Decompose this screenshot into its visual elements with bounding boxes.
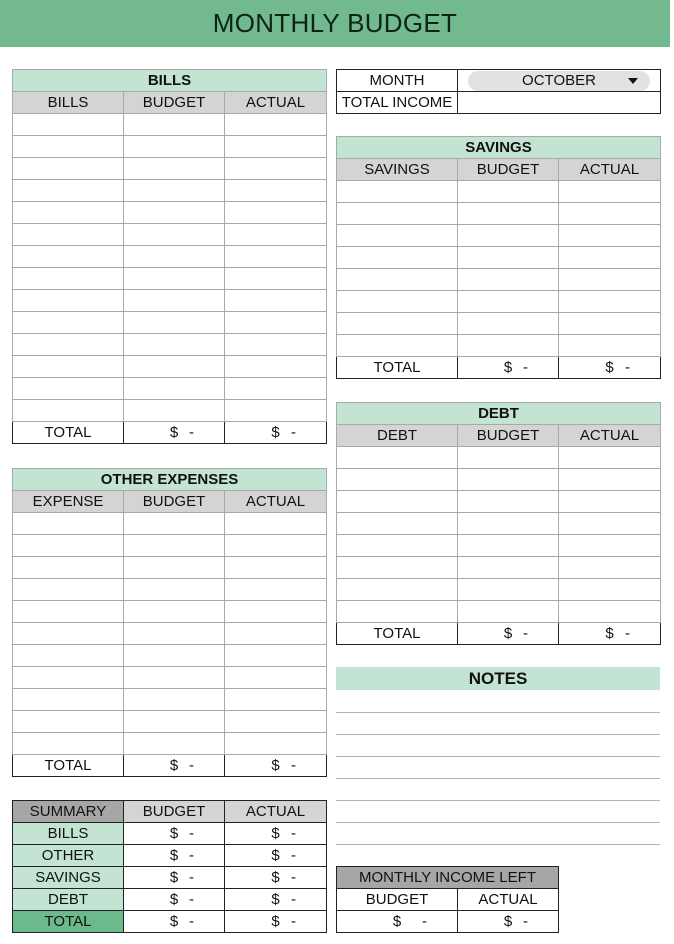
summary-row-other: OTHER <box>13 845 124 867</box>
entry-cell[interactable] <box>13 290 124 312</box>
entry-cell[interactable] <box>225 645 327 667</box>
entry-cell[interactable] <box>13 114 124 136</box>
month-value: OCTOBER <box>522 72 596 89</box>
table-row <box>13 535 327 557</box>
table-row <box>13 224 327 246</box>
other-expenses-total-budget: $ - <box>124 755 225 777</box>
notes-line[interactable] <box>336 712 660 713</box>
entry-cell[interactable] <box>559 335 661 357</box>
entry-cell[interactable] <box>124 557 225 579</box>
table-row <box>337 447 661 469</box>
other-expenses-col-name: EXPENSE <box>13 491 124 513</box>
table-row <box>337 269 661 291</box>
entry-cell[interactable] <box>337 225 458 247</box>
notes-section-title <box>336 667 660 690</box>
entry-cell[interactable] <box>458 313 559 335</box>
page-header <box>0 0 670 47</box>
table-row <box>337 335 661 357</box>
summary-col-actual: ACTUAL <box>225 801 327 823</box>
other-expenses-col-actual: ACTUAL <box>225 491 327 513</box>
summary-debt-actual: $ - <box>225 889 327 911</box>
notes-line[interactable] <box>336 822 660 823</box>
entry-cell[interactable] <box>13 711 124 733</box>
summary-total-budget: $ - <box>124 911 225 933</box>
entry-cell[interactable] <box>559 269 661 291</box>
summary-savings-actual: $ - <box>225 867 327 889</box>
entry-cell[interactable] <box>13 535 124 557</box>
savings-col-budget: BUDGET <box>458 159 559 181</box>
other-expenses-total-label: TOTAL <box>13 755 124 777</box>
other-expenses-col-budget: BUDGET <box>124 491 225 513</box>
table-row <box>337 557 661 579</box>
dropdown-arrow-icon[interactable] <box>628 78 638 84</box>
table-row <box>13 180 327 202</box>
entry-cell[interactable] <box>225 513 327 535</box>
entry-cell[interactable] <box>337 469 458 491</box>
entry-cell[interactable] <box>124 334 225 356</box>
entry-cell[interactable] <box>124 535 225 557</box>
entry-cell[interactable] <box>458 269 559 291</box>
entry-cell[interactable] <box>458 469 559 491</box>
entry-cell[interactable] <box>225 290 327 312</box>
table-row <box>13 711 327 733</box>
table-row <box>13 400 327 422</box>
table-row <box>337 291 661 313</box>
entry-cell[interactable] <box>559 491 661 513</box>
summary-row-bills: BILLS <box>13 823 124 845</box>
summary-savings-budget: $ - <box>124 867 225 889</box>
income-left-table <box>336 866 559 933</box>
summary-total-actual: $ - <box>225 911 327 933</box>
table-row <box>337 579 661 601</box>
entry-cell[interactable] <box>124 114 225 136</box>
entry-cell[interactable] <box>337 579 458 601</box>
bills-col-name: BILLS <box>13 92 124 114</box>
entry-cell[interactable] <box>559 291 661 313</box>
savings-col-name: SAVINGS <box>337 159 458 181</box>
income-left-col-actual: ACTUAL <box>458 889 559 911</box>
entry-cell[interactable] <box>124 645 225 667</box>
entry-cell[interactable] <box>337 313 458 335</box>
table-row <box>13 246 327 268</box>
entry-cell[interactable] <box>559 203 661 225</box>
entry-cell[interactable] <box>458 181 559 203</box>
notes-line[interactable] <box>336 756 660 757</box>
entry-cell[interactable] <box>13 667 124 689</box>
total-income-label: TOTAL INCOME <box>337 92 458 114</box>
entry-cell[interactable] <box>458 447 559 469</box>
entry-cell[interactable] <box>559 313 661 335</box>
entry-cell[interactable] <box>13 224 124 246</box>
entry-cell[interactable] <box>124 689 225 711</box>
income-left-col-budget: BUDGET <box>337 889 458 911</box>
total-income-field[interactable] <box>458 92 661 114</box>
page-title: MONTHLY BUDGET <box>212 8 458 38</box>
entry-cell[interactable] <box>337 601 458 623</box>
entry-cell[interactable] <box>225 378 327 400</box>
notes-line[interactable] <box>336 778 660 779</box>
entry-cell[interactable] <box>337 181 458 203</box>
entry-cell[interactable] <box>337 291 458 313</box>
entry-cell[interactable] <box>225 268 327 290</box>
debt-total-budget: $ - <box>458 623 559 645</box>
table-row <box>13 557 327 579</box>
entry-cell[interactable] <box>225 711 327 733</box>
debt-section-title: DEBT <box>337 403 661 425</box>
entry-cell[interactable] <box>225 356 327 378</box>
entry-cell[interactable] <box>225 114 327 136</box>
entry-cell[interactable] <box>225 400 327 422</box>
entry-cell[interactable] <box>337 491 458 513</box>
entry-cell[interactable] <box>559 225 661 247</box>
entry-cell[interactable] <box>124 180 225 202</box>
entry-cell[interactable] <box>458 513 559 535</box>
table-row <box>13 733 327 755</box>
entry-cell[interactable] <box>337 447 458 469</box>
summary-row-debt: DEBT <box>13 889 124 911</box>
entry-cell[interactable] <box>13 202 124 224</box>
other-expenses-table <box>12 468 327 777</box>
entry-cell[interactable] <box>124 711 225 733</box>
entry-cell[interactable] <box>13 645 124 667</box>
entry-cell[interactable] <box>337 335 458 357</box>
summary-other-actual: $ - <box>225 845 327 867</box>
entry-cell[interactable] <box>559 447 661 469</box>
debt-col-actual: ACTUAL <box>559 425 661 447</box>
entry-cell[interactable] <box>13 136 124 158</box>
table-row <box>13 689 327 711</box>
month-income-table <box>336 69 661 114</box>
entry-cell[interactable] <box>13 513 124 535</box>
entry-cell[interactable] <box>124 290 225 312</box>
debt-total-label: TOTAL <box>337 623 458 645</box>
entry-cell[interactable] <box>13 601 124 623</box>
table-row <box>13 601 327 623</box>
entry-cell[interactable] <box>124 513 225 535</box>
entry-cell[interactable] <box>124 312 225 334</box>
entry-cell[interactable] <box>559 181 661 203</box>
table-row <box>13 378 327 400</box>
entry-cell[interactable] <box>124 246 225 268</box>
entry-cell[interactable] <box>458 203 559 225</box>
entry-cell[interactable] <box>559 579 661 601</box>
entry-cell[interactable] <box>13 246 124 268</box>
other-expenses-section-title: OTHER EXPENSES <box>13 469 327 491</box>
bills-col-budget: BUDGET <box>124 92 225 114</box>
entry-cell[interactable] <box>13 312 124 334</box>
summary-bills-budget: $ - <box>124 823 225 845</box>
month-label: MONTH <box>337 70 458 92</box>
entry-cell[interactable] <box>225 623 327 645</box>
savings-total-label: TOTAL <box>337 357 458 379</box>
income-left-title: MONTHLY INCOME LEFT <box>337 867 559 889</box>
table-row <box>13 114 327 136</box>
table-row <box>337 469 661 491</box>
entry-cell[interactable] <box>559 247 661 269</box>
entry-cell[interactable] <box>225 246 327 268</box>
table-row <box>13 290 327 312</box>
entry-cell[interactable] <box>124 733 225 755</box>
entry-cell[interactable] <box>337 203 458 225</box>
summary-row-total: TOTAL <box>13 911 124 933</box>
entry-cell[interactable] <box>559 601 661 623</box>
entry-cell[interactable] <box>458 335 559 357</box>
entry-cell[interactable] <box>225 557 327 579</box>
income-left-budget: $ - <box>337 911 458 933</box>
entry-cell[interactable] <box>124 623 225 645</box>
table-row <box>337 491 661 513</box>
entry-cell[interactable] <box>13 579 124 601</box>
debt-table <box>336 402 661 645</box>
month-select[interactable] <box>458 70 661 92</box>
bills-col-actual: ACTUAL <box>225 92 327 114</box>
entry-cell[interactable] <box>225 158 327 180</box>
table-row <box>337 601 661 623</box>
summary-row-savings: SAVINGS <box>13 867 124 889</box>
summary-bills-actual: $ - <box>225 823 327 845</box>
bills-table <box>12 69 327 444</box>
entry-cell[interactable] <box>337 247 458 269</box>
entry-cell[interactable] <box>225 601 327 623</box>
entry-cell[interactable] <box>225 689 327 711</box>
entry-cell[interactable] <box>124 378 225 400</box>
entry-cell[interactable] <box>559 535 661 557</box>
entry-cell[interactable] <box>124 579 225 601</box>
entry-cell[interactable] <box>13 180 124 202</box>
entry-cell[interactable] <box>225 312 327 334</box>
table-row <box>13 513 327 535</box>
entry-cell[interactable] <box>337 557 458 579</box>
table-row <box>337 203 661 225</box>
entry-cell[interactable] <box>124 202 225 224</box>
entry-cell[interactable] <box>124 158 225 180</box>
other-expenses-total-actual: $ - <box>225 755 327 777</box>
table-row <box>337 313 661 335</box>
notes-title-text: NOTES <box>468 668 528 688</box>
entry-cell[interactable] <box>225 334 327 356</box>
entry-cell[interactable] <box>225 667 327 689</box>
entry-cell[interactable] <box>225 733 327 755</box>
entry-cell[interactable] <box>458 579 559 601</box>
entry-cell[interactable] <box>458 601 559 623</box>
entry-cell[interactable] <box>124 224 225 246</box>
entry-cell[interactable] <box>337 269 458 291</box>
entry-cell[interactable] <box>124 356 225 378</box>
table-row <box>13 667 327 689</box>
bills-total-actual: $ - <box>225 422 327 444</box>
table-row <box>337 181 661 203</box>
entry-cell[interactable] <box>458 225 559 247</box>
entry-cell[interactable] <box>458 491 559 513</box>
debt-col-budget: BUDGET <box>458 425 559 447</box>
savings-total-actual: $ - <box>559 357 661 379</box>
table-row <box>13 334 327 356</box>
table-row <box>337 535 661 557</box>
table-row <box>13 202 327 224</box>
income-left-actual: $ - <box>458 911 559 933</box>
table-row <box>13 579 327 601</box>
table-row <box>337 513 661 535</box>
entry-cell[interactable] <box>124 400 225 422</box>
entry-cell[interactable] <box>458 535 559 557</box>
savings-section-title: SAVINGS <box>337 137 661 159</box>
entry-cell[interactable] <box>13 356 124 378</box>
entry-cell[interactable] <box>337 513 458 535</box>
entry-cell[interactable] <box>225 180 327 202</box>
entry-cell[interactable] <box>13 689 124 711</box>
entry-cell[interactable] <box>225 535 327 557</box>
entry-cell[interactable] <box>13 623 124 645</box>
entry-cell[interactable] <box>13 400 124 422</box>
table-row <box>13 645 327 667</box>
entry-cell[interactable] <box>225 136 327 158</box>
table-row <box>13 312 327 334</box>
notes-line[interactable] <box>336 844 660 845</box>
summary-debt-budget: $ - <box>124 889 225 911</box>
debt-col-name: DEBT <box>337 425 458 447</box>
entry-cell[interactable] <box>225 579 327 601</box>
summary-col-name: SUMMARY <box>13 801 124 823</box>
entry-cell[interactable] <box>458 291 559 313</box>
table-row <box>13 268 327 290</box>
savings-total-budget: $ - <box>458 357 559 379</box>
entry-cell[interactable] <box>559 469 661 491</box>
entry-cell[interactable] <box>124 268 225 290</box>
table-row <box>13 356 327 378</box>
entry-cell[interactable] <box>13 733 124 755</box>
notes-line[interactable] <box>336 734 660 735</box>
savings-table <box>336 136 661 379</box>
entry-cell[interactable] <box>124 136 225 158</box>
summary-table <box>12 800 327 933</box>
table-row <box>337 247 661 269</box>
entry-cell[interactable] <box>13 334 124 356</box>
summary-col-budget: BUDGET <box>124 801 225 823</box>
notes-line[interactable] <box>336 800 660 801</box>
debt-total-actual: $ - <box>559 623 661 645</box>
bills-total-budget: $ - <box>124 422 225 444</box>
bills-total-label: TOTAL <box>13 422 124 444</box>
table-row <box>13 623 327 645</box>
entry-cell[interactable] <box>225 224 327 246</box>
entry-cell[interactable] <box>458 557 559 579</box>
savings-col-actual: ACTUAL <box>559 159 661 181</box>
entry-cell[interactable] <box>13 268 124 290</box>
summary-other-budget: $ - <box>124 845 225 867</box>
entry-cell[interactable] <box>337 535 458 557</box>
entry-cell[interactable] <box>559 557 661 579</box>
table-row <box>13 136 327 158</box>
entry-cell[interactable] <box>124 667 225 689</box>
entry-cell[interactable] <box>124 601 225 623</box>
entry-cell[interactable] <box>559 513 661 535</box>
table-row <box>13 158 327 180</box>
bills-section-title: BILLS <box>13 70 327 92</box>
entry-cell[interactable] <box>13 557 124 579</box>
table-row <box>337 225 661 247</box>
entry-cell[interactable] <box>458 247 559 269</box>
entry-cell[interactable] <box>225 202 327 224</box>
entry-cell[interactable] <box>13 378 124 400</box>
entry-cell[interactable] <box>13 158 124 180</box>
